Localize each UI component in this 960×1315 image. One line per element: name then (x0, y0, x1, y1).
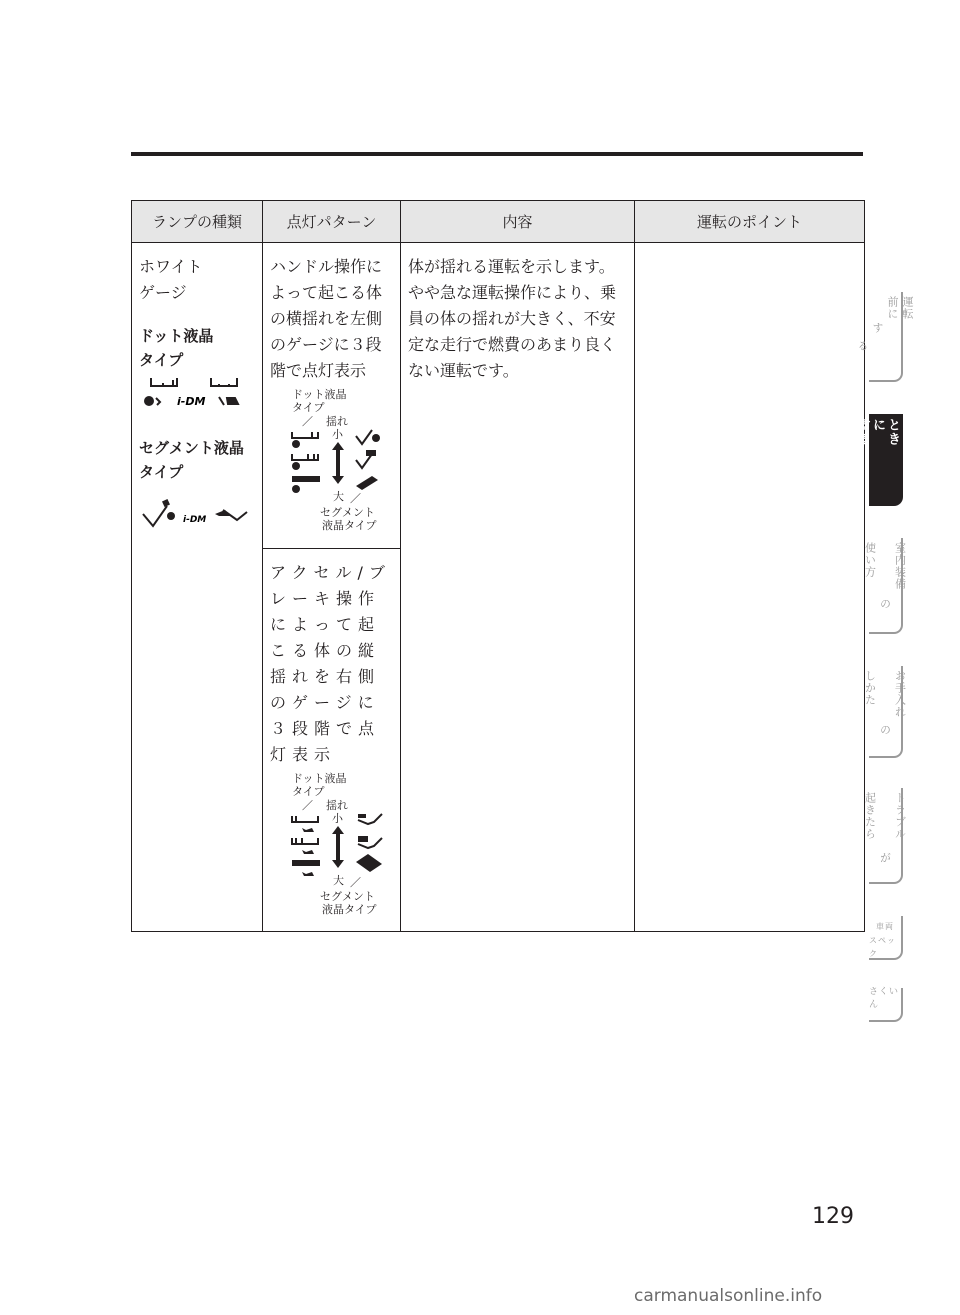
header-content: 内容 (401, 201, 635, 243)
side-tab-text: 室内装備 (893, 542, 907, 590)
side-tab-text: が (878, 852, 892, 864)
small-label: 小 (332, 428, 343, 441)
dot-gauge-icon (139, 376, 251, 408)
side-tab-text: とき (885, 418, 900, 446)
lamp-type-cell (132, 243, 263, 932)
longitudinal-sway-diagram (278, 772, 388, 922)
side-tab-maintenance[interactable] (863, 666, 907, 758)
side-tab-text: する (855, 418, 870, 446)
lamp-table (131, 200, 865, 932)
watermark: carmanualsonline.info (634, 1286, 823, 1306)
idm-logo-small: i-DM (183, 515, 207, 525)
side-tab-text: お手入れ (893, 670, 907, 718)
lateral-sway-diagram (278, 388, 388, 538)
segment-type-heading: セグメント液晶 タイプ (139, 439, 244, 481)
sway-label: 揺れ (326, 799, 348, 812)
segment-gauge-icon (139, 496, 251, 530)
dot-type-label-2: タイプ (292, 401, 325, 414)
dot-type-label: ドット液晶 (292, 772, 347, 785)
page-number: 129 (812, 1204, 854, 1229)
pattern-longitudinal-text: アクセル/ブレーキ操作によって起こる体の縦揺れを右側のゲージに３段階で点灯表示 (270, 563, 391, 764)
top-rule (131, 152, 863, 156)
sway-label: 揺れ (326, 415, 348, 428)
side-tab-text: す (871, 322, 884, 334)
lamp-name: ホワイト ゲージ (139, 257, 203, 302)
small-label: 小 (332, 812, 343, 825)
side-tab-text: 運転 (900, 418, 915, 446)
segment-type-label: セグメント (320, 890, 375, 903)
side-tab-text: 運転 (901, 296, 914, 320)
slash-mark: ／ (302, 799, 313, 812)
side-tab-text: に (870, 418, 885, 432)
side-tab-text: さくいん (869, 987, 900, 1010)
driving-point-cell (635, 243, 865, 932)
pattern-lateral-text: ハンドル操作によって起こる体の横揺れを左側のゲージに３段階で点灯表示 (270, 257, 383, 380)
side-tab-index[interactable] (869, 988, 903, 1022)
side-tab-text: の (878, 724, 892, 736)
side-tab-interior-equipment[interactable] (863, 538, 907, 634)
side-tab-text: 前に (886, 296, 899, 320)
slash-mark-2: ／ (350, 492, 361, 505)
header-driving-point: 運転のポイント (635, 201, 865, 243)
slash-mark-2: ／ (350, 876, 361, 889)
segment-type-label-2: 液晶タイプ (322, 519, 377, 532)
header-pattern: 点灯パターン (263, 201, 401, 243)
content-text: 体が揺れる運転を示します。やや急な運転操作により、乗員の体の揺れが大きく、不安定な走行で燃費のあまり良くない運転です。 (408, 257, 617, 380)
dot-type-heading: ドット液晶 タイプ (139, 327, 214, 369)
chapter-side-tabs (855, 292, 915, 1032)
table-header-row (132, 201, 865, 243)
side-tab-troubleshooting[interactable] (863, 788, 907, 884)
table-row (132, 243, 865, 549)
header-lamp-type: ランプの種類 (132, 201, 263, 243)
large-label: 大 (333, 490, 344, 503)
side-tab-text: 起きたら (863, 792, 877, 840)
side-tab-text: の (878, 598, 892, 610)
pattern-cell-longitudinal (263, 549, 401, 932)
side-tab-text: る (856, 340, 869, 352)
side-tab-vehicle-specs[interactable] (869, 916, 903, 960)
side-tab-text: しかた (863, 670, 877, 706)
dot-type-label-2: タイプ (292, 785, 325, 798)
side-tab-text: 使い方 (863, 542, 877, 578)
dot-type-label: ドット液晶 (292, 388, 347, 401)
segment-type-label-2: 液晶タイプ (322, 903, 377, 916)
side-tab-text: 車両 (876, 922, 894, 931)
idm-logo: i-DM (177, 395, 206, 408)
large-label: 大 (333, 874, 344, 887)
side-tab-text: スペック (869, 936, 896, 958)
side-tab-while-driving[interactable] (855, 414, 915, 506)
content-cell (401, 243, 635, 932)
side-tab-before-driving[interactable] (856, 292, 914, 382)
pattern-cell-lateral (263, 243, 401, 549)
slash-mark: ／ (302, 415, 313, 428)
side-tab-text: トラブル (893, 792, 907, 840)
segment-type-label: セグメント (320, 506, 375, 519)
